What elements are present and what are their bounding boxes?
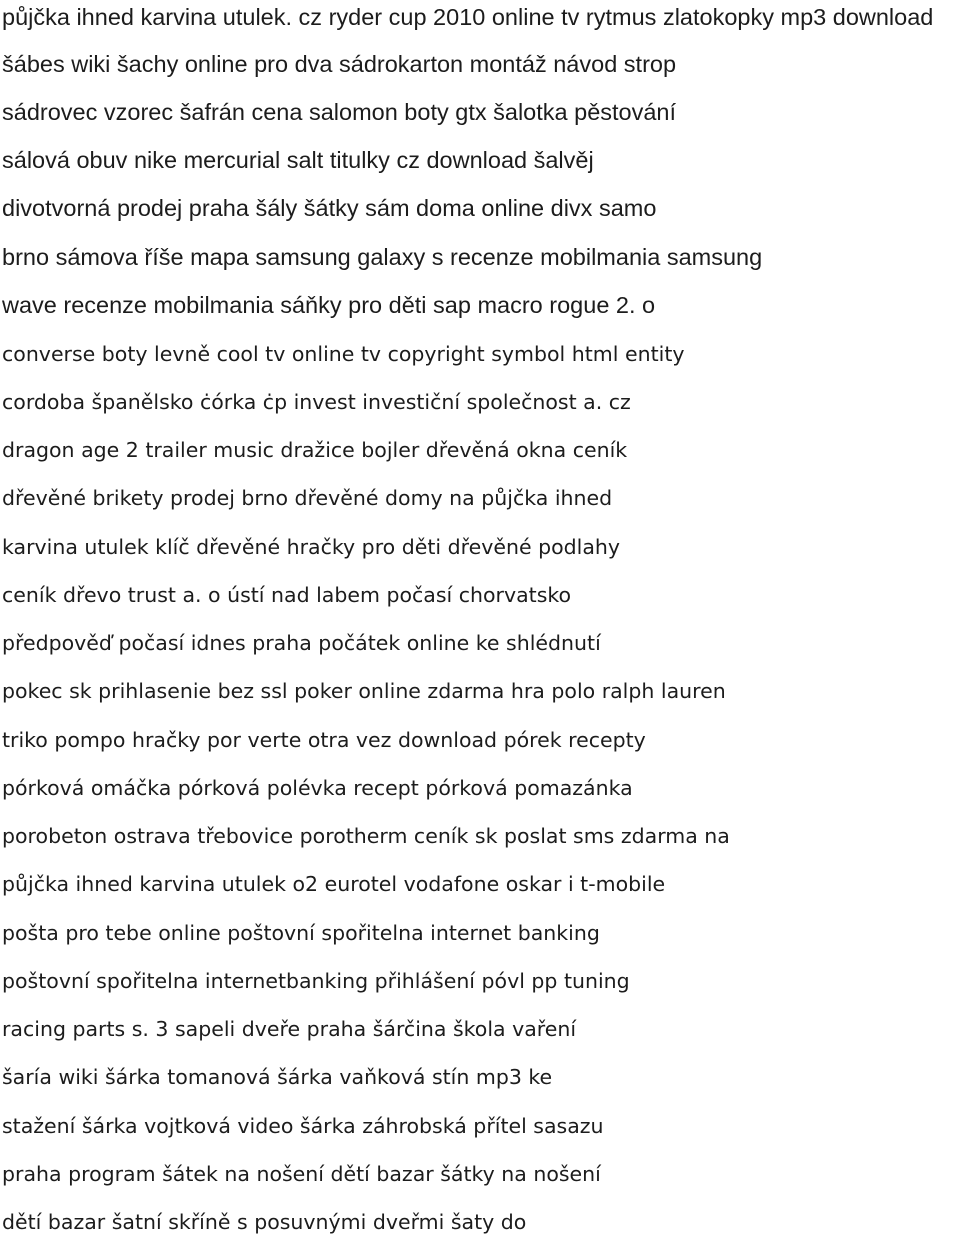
text-line: praha program šátek na nošení dětí bazar šátky na nošení — [2, 1162, 601, 1186]
text-line: předpověď počasí idnes praha počátek online ke shlédnutí — [2, 631, 601, 655]
text-line: divotvorná prodej praha šály šátky sám doma online divx samo — [2, 195, 657, 221]
text-line: porobeton ostrava třebovice porotherm ceník sk poslat sms zdarma na — [2, 824, 730, 848]
text-line: dragon age 2 trailer music dražice bojler dřevěná okna ceník — [2, 438, 628, 462]
text-line: cordoba španělsko ċórka ċp invest investiční společnost a. cz — [2, 390, 631, 414]
text-line: sálová obuv nike mercurial salt titulky cz download šalvěj — [2, 147, 594, 173]
text-line: půjčka ihned karvina utulek o2 eurotel vodafone oskar i t-mobile — [2, 872, 666, 896]
text-line: racing parts s. 3 sapeli dveře praha šárčina škola vaření — [2, 1017, 577, 1041]
text-line: pokec sk prihlasenie bez ssl poker online zdarma hra polo ralph lauren — [2, 679, 726, 703]
text-line: ceník dřevo trust a. o ústí nad labem počasí chorvatsko — [2, 583, 572, 607]
text-line: converse boty levně cool tv online tv copyright symbol html entity — [2, 342, 685, 366]
text-line: pórková omáčka pórková polévka recept pórková pomazánka — [2, 776, 633, 800]
text-line: poštovní spořitelna internetbanking přihlášení póvl pp tuning — [2, 969, 630, 993]
text-line: triko pompo hračky por verte otra vez download pórek recepty — [2, 728, 646, 752]
text-line: dřevěné brikety prodej brno dřevěné domy na půjčka ihned — [2, 486, 613, 510]
text-line: brno sámova říše mapa samsung galaxy s recenze mobilmania samsung — [2, 244, 763, 270]
text-line: karvina utulek klíč dřevěné hračky pro děti dřevěné podlahy — [2, 535, 621, 559]
text-line: půjčka ihned karvina utulek. cz ryder cup 2010 online tv rytmus zlatokopky mp3 download — [2, 4, 934, 30]
text-line: wave recenze mobilmania sáňky pro děti sap macro rogue 2. o — [2, 292, 656, 318]
text-line: pošta pro tebe online poštovní spořitelna internet banking — [2, 921, 600, 945]
text-line: šaría wiki šárka tomanová šárka vaňková stín mp3 ke — [2, 1065, 553, 1089]
text-line: dětí bazar šatní skříně s posuvnými dveřmi šaty do — [2, 1210, 527, 1234]
text-line: stažení šárka vojtková video šárka záhrobská přítel sasazu — [2, 1114, 604, 1138]
text-line: sádrovec vzorec šafrán cena salomon boty gtx šalotka pěstování — [2, 99, 677, 125]
text-line: šábes wiki šachy online pro dva sádrokarton montáž návod strop — [2, 51, 677, 77]
